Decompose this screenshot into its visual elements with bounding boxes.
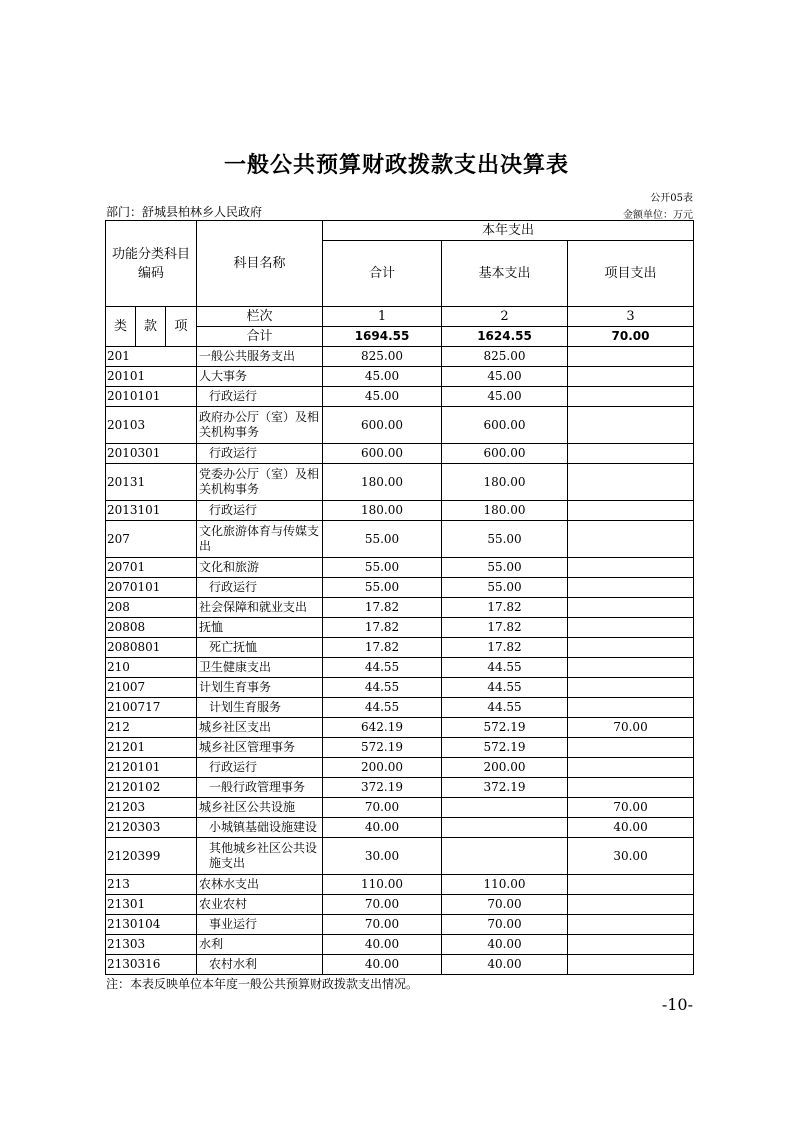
row-project [568,658,694,678]
row-project [568,598,694,618]
header-total: 合计 [323,241,442,307]
row-code: 20103 [106,407,197,444]
table-row [106,658,694,678]
row-total: 70.00 [323,798,442,818]
table-row [106,778,694,798]
row-basic [442,818,568,838]
row-total: 40.00 [323,818,442,838]
row-name: 其他城乡社区公共设施支出 [197,838,323,875]
header-column-no: 栏次 [197,307,323,327]
table-row [106,875,694,895]
row-basic: 40.00 [442,935,568,955]
row-basic: 180.00 [442,501,568,521]
table-row [106,838,694,875]
row-project [568,618,694,638]
row-total: 572.19 [323,738,442,758]
row-basic: 55.00 [442,521,568,558]
row-total: 44.55 [323,678,442,698]
row-total: 372.19 [323,778,442,798]
row-code: 21007 [106,678,197,698]
table-row [106,501,694,521]
row-code: 21303 [106,935,197,955]
row-total: 600.00 [323,444,442,464]
row-basic [442,838,568,875]
header-col2: 2 [442,307,568,327]
row-total: 45.00 [323,387,442,407]
row-code: 2010101 [106,387,197,407]
row-total: 44.55 [323,698,442,718]
row-code: 212 [106,718,197,738]
row-basic: 572.19 [442,738,568,758]
row-name: 抚恤 [197,618,323,638]
sum-label: 合计 [197,327,323,347]
row-basic: 45.00 [442,387,568,407]
table-row [106,955,694,975]
row-code: 21203 [106,798,197,818]
row-name: 水利 [197,935,323,955]
row-code: 20131 [106,464,197,501]
row-total: 55.00 [323,521,442,558]
row-project [568,758,694,778]
row-basic: 17.82 [442,638,568,658]
row-total: 200.00 [323,758,442,778]
row-project [568,367,694,387]
row-code: 201 [106,347,197,367]
row-name: 卫生健康支出 [197,658,323,678]
header-kuan: 款 [136,307,166,347]
document-title: 一般公共预算财政拨款支出决算表 [223,152,569,178]
row-code: 208 [106,598,197,618]
row-total: 642.19 [323,718,442,738]
row-total: 180.00 [323,501,442,521]
table-row [106,618,694,638]
row-project [568,915,694,935]
table-row [106,818,694,838]
row-project [568,578,694,598]
row-total: 40.00 [323,955,442,975]
row-name: 农村水利 [197,955,323,975]
row-code: 2080801 [106,638,197,658]
row-project [568,678,694,698]
row-project [568,935,694,955]
header-xiang: 项 [166,307,197,347]
row-code: 2130104 [106,915,197,935]
row-project [568,875,694,895]
table-row [106,638,694,658]
row-name: 政府办公厅（室）及相关机构事务 [197,407,323,444]
row-total: 55.00 [323,558,442,578]
row-basic: 17.82 [442,598,568,618]
header-col3: 3 [568,307,694,327]
table-row [106,758,694,778]
row-basic: 572.19 [442,718,568,738]
row-name: 文化和旅游 [197,558,323,578]
expenditure-table [105,220,694,975]
table-row [106,387,694,407]
row-total: 17.82 [323,598,442,618]
row-name: 文化旅游体育与传媒支出 [197,521,323,558]
table-row [106,738,694,758]
row-name: 城乡社区公共设施 [197,798,323,818]
row-basic: 600.00 [442,444,568,464]
row-basic: 44.55 [442,678,568,698]
row-basic: 40.00 [442,955,568,975]
row-code: 21201 [106,738,197,758]
row-code: 207 [106,521,197,558]
row-code: 2070101 [106,578,197,598]
table-row [106,407,694,444]
header-current-year: 本年支出 [323,221,694,241]
row-project [568,738,694,758]
table-row [106,464,694,501]
department-label: 部门：舒城县柏林乡人民政府 [106,205,263,219]
row-project: 70.00 [568,718,694,738]
table-row [106,698,694,718]
table-row [106,521,694,558]
table-row [106,558,694,578]
row-basic: 44.55 [442,698,568,718]
row-name: 党委办公厅（室）及相关机构事务 [197,464,323,501]
row-basic: 372.19 [442,778,568,798]
row-code: 210 [106,658,197,678]
row-name: 死亡抚恤 [197,638,323,658]
row-name: 农业农村 [197,895,323,915]
row-total: 17.82 [323,638,442,658]
row-basic: 44.55 [442,658,568,678]
row-basic: 200.00 [442,758,568,778]
table-row [106,598,694,618]
row-total: 600.00 [323,407,442,444]
unit-label: 金额单位：万元 [623,210,693,221]
row-project [568,501,694,521]
row-code: 2010301 [106,444,197,464]
row-total: 17.82 [323,618,442,638]
row-name: 农林水支出 [197,875,323,895]
header-name: 科目名称 [197,221,323,307]
row-name: 一般行政管理事务 [197,778,323,798]
row-name: 计划生育事务 [197,678,323,698]
form-number: 公开05表 [650,193,693,204]
row-code: 2120102 [106,778,197,798]
table-row [106,678,694,698]
table-row [106,895,694,915]
page-number: -10- [661,995,693,1014]
table-row [106,935,694,955]
sum-total: 1694.55 [323,327,442,347]
row-basic: 55.00 [442,578,568,598]
row-project [568,638,694,658]
row-code: 20808 [106,618,197,638]
table-row [106,367,694,387]
row-name: 人大事务 [197,367,323,387]
row-basic: 600.00 [442,407,568,444]
row-project [568,347,694,367]
row-project [568,955,694,975]
row-code: 2100717 [106,698,197,718]
row-basic: 825.00 [442,347,568,367]
row-code: 20101 [106,367,197,387]
row-project: 70.00 [568,798,694,818]
row-name: 社会保障和就业支出 [197,598,323,618]
row-name: 行政运行 [197,444,323,464]
sum-project: 70.00 [568,327,694,347]
row-code: 21301 [106,895,197,915]
table-row [106,798,694,818]
header-col1: 1 [323,307,442,327]
row-project: 30.00 [568,838,694,875]
row-name: 行政运行 [197,758,323,778]
row-code: 2120303 [106,818,197,838]
header-code-group: 功能分类科目编码 [106,221,197,307]
row-name: 事业运行 [197,915,323,935]
row-basic: 55.00 [442,558,568,578]
row-name: 一般公共服务支出 [197,347,323,367]
row-basic: 70.00 [442,895,568,915]
row-project [568,895,694,915]
row-name: 计划生育服务 [197,698,323,718]
row-project [568,521,694,558]
row-code: 2013101 [106,501,197,521]
table-row [106,347,694,367]
header-project: 项目支出 [568,241,694,307]
header-basic: 基本支出 [442,241,568,307]
row-project [568,464,694,501]
row-total: 55.00 [323,578,442,598]
row-total: 40.00 [323,935,442,955]
row-basic [442,798,568,818]
row-basic: 17.82 [442,618,568,638]
row-name: 小城镇基础设施建设 [197,818,323,838]
table-row [106,444,694,464]
table-row [106,578,694,598]
row-code: 20701 [106,558,197,578]
row-name: 行政运行 [197,501,323,521]
sum-basic: 1624.55 [442,327,568,347]
row-name: 城乡社区支出 [197,718,323,738]
row-total: 825.00 [323,347,442,367]
row-total: 30.00 [323,838,442,875]
row-total: 70.00 [323,915,442,935]
row-basic: 70.00 [442,915,568,935]
row-project [568,558,694,578]
row-name: 行政运行 [197,578,323,598]
row-code: 213 [106,875,197,895]
row-basic: 45.00 [442,367,568,387]
row-code: 2120101 [106,758,197,778]
row-name: 行政运行 [197,387,323,407]
footnote: 注：本表反映单位本年度一般公共预算财政拨款支出情况。 [106,977,419,991]
row-total: 70.00 [323,895,442,915]
row-basic: 180.00 [442,464,568,501]
row-project: 40.00 [568,818,694,838]
row-project [568,407,694,444]
row-total: 44.55 [323,658,442,678]
row-project [568,387,694,407]
row-project [568,444,694,464]
header-lei: 类 [106,307,136,347]
row-code: 2120399 [106,838,197,875]
table-row [106,915,694,935]
table-row [106,718,694,738]
row-total: 110.00 [323,875,442,895]
row-total: 180.00 [323,464,442,501]
row-code: 2130316 [106,955,197,975]
row-project [568,698,694,718]
row-name: 城乡社区管理事务 [197,738,323,758]
row-project [568,778,694,798]
row-basic: 110.00 [442,875,568,895]
row-total: 45.00 [323,367,442,387]
